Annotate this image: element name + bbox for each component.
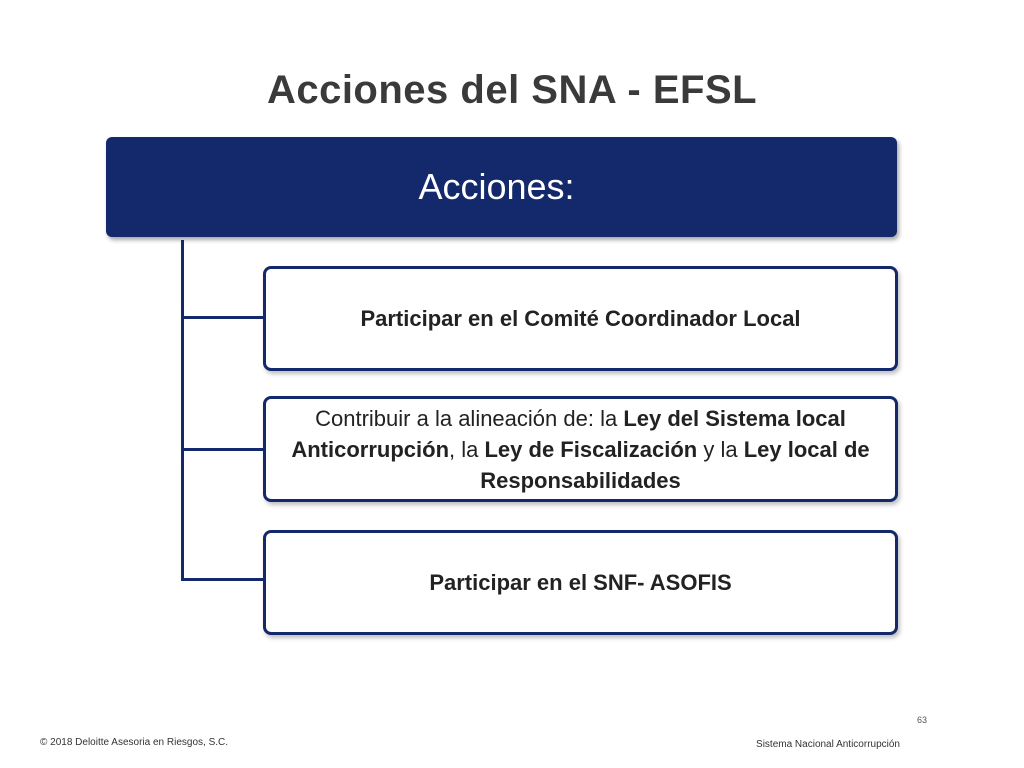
action-item-1-text: Participar en el Comité Coordinador Local [360, 306, 801, 331]
action-item-2-part-3: y la [697, 436, 744, 462]
footer-copyright: © 2018 Deloitte Asesoria en Riesgos, S.C. [40, 737, 229, 748]
connector-branch-1 [181, 316, 263, 319]
slide-title: Acciones del SNA - EFSL [266, 68, 758, 112]
action-item-2-law-1: Ley del Sistema local Anticorrupción [291, 405, 846, 462]
action-item-1 [263, 266, 898, 371]
actions-header-label: Acciones: [418, 166, 575, 207]
footer-system-name: Sistema Nacional Anticorrupción [756, 739, 900, 750]
actions-header-box [106, 137, 897, 237]
connector-branch-2 [181, 448, 263, 451]
action-item-3 [263, 530, 898, 635]
action-item-2-law-2: Ley de Fiscalización [484, 436, 698, 462]
connector-branch-3 [181, 578, 263, 581]
action-item-2 [263, 396, 898, 502]
action-item-2-text [276, 403, 885, 496]
action-item-2-part-2: , la [449, 436, 485, 462]
action-item-2-part-1: Contribuir a la alineación de: la [315, 405, 624, 431]
action-item-3-text: Participar en el SNF- ASOFIS [429, 570, 732, 595]
action-item-2-law-3: Ley local de Responsabilidades [480, 436, 870, 493]
page-number: 63 [916, 715, 927, 725]
connector-vertical-line [181, 240, 184, 581]
